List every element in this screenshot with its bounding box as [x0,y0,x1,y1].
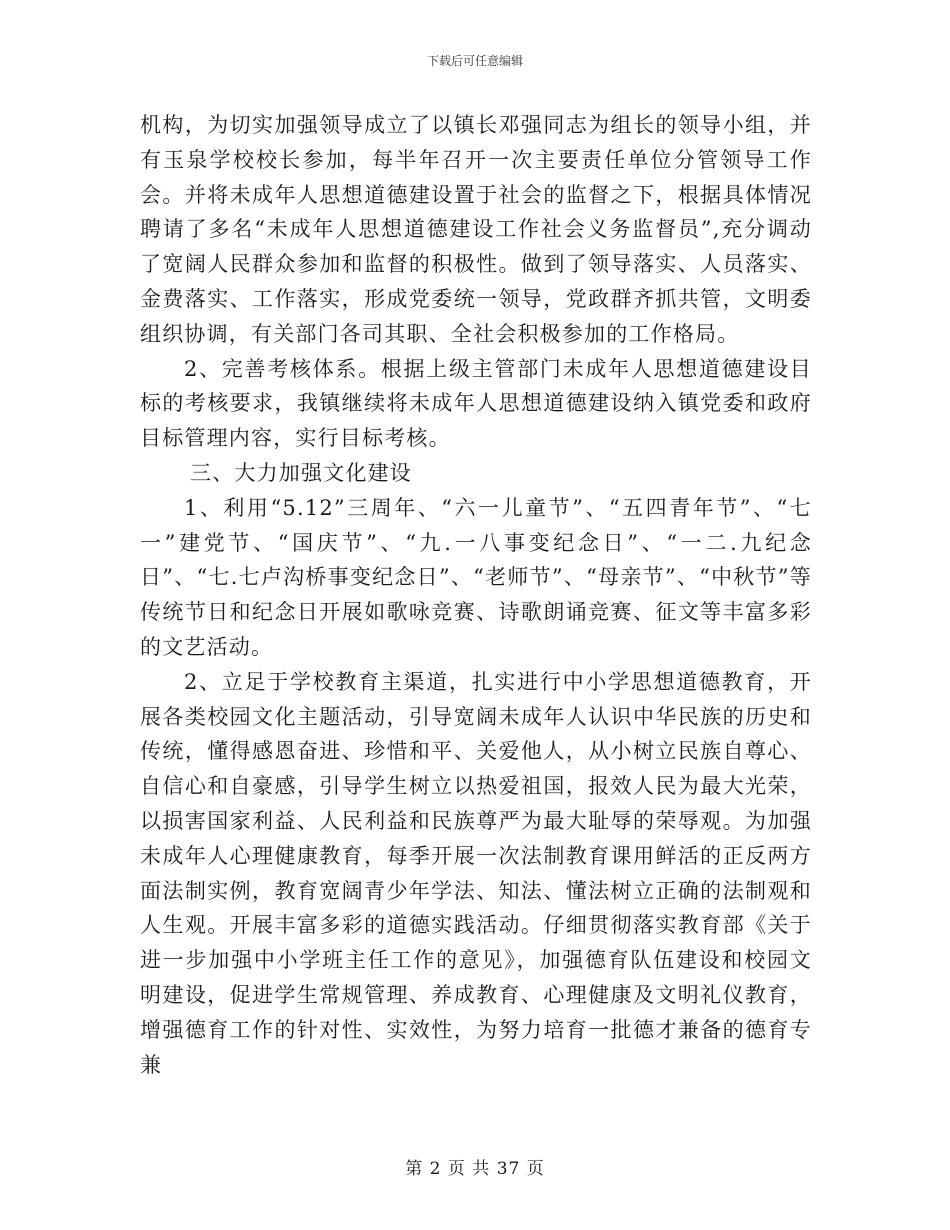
paragraph-leadership-organization: 机构，为切实加强领导成立了以镇长邓强同志为组长的领导小组，并有玉泉学校校长参加，每半年召开一次主要责任单位分管领导工作会。并将未成年人思想道德建设置于社会的监督之下，根据具体情况聘请了多名“未成年人思想道德建设工作社会义务监督员”,充分调动了宽阔人民群众参加和监督的积极性。做到了领导落实、人员落实、金费落实、工作落实，形成党委统一领导，党政群齐抓共管，文明委组织协调，有关部门各司其职、全社会积极参加的工作格局。 [140,113,812,346]
section-heading-culture: 三、大力加强文化建设 [190,460,412,485]
page-header: 下载后可任意编辑 [426,54,523,68]
page-number: 第 2 页 共 37 页 [405,1159,545,1179]
paragraph-school-education: 2、立足于学校教育主渠道，扎实进行中小学思想道德教育，开展各类校园文化主题活动，引导宽阔未成年人认识中华民族的历史和传统，懂得感恩奋进、珍惜和平、关爱他人，从小树立民族自尊心、自信心和自豪感，引导学生树立以热爱祖国，报效人民为最大光荣，以损害国家利益、人民利益和民族尊严为最大耻辱的荣辱观。为加强未成年人心理健康教育，每季开展一次法制教育课用鲜活的正反两方面法制实例，教育宽阔青少年学法、知法、懂法树立正确的法制观和人生观。开展丰富多彩的道德实践活动。仔细贯彻落实教育部《关于进一步加强中小学班主任工作的意见》，加强德育队伍建设和校园文明建设，促进学生常规管理、养成教育、心理健康及文明礼仪教育，增强德育工作的针对性、实效性，为努力培育一批德才兼备的德育专兼 [140,669,812,1077]
document-body [140,108,812,1082]
paragraph-festival-activities: 1、利用“5.12”三周年、“六一儿童节”、“五四青年节”、“七一”建党节、“国庆节”、“九.一八事变纪念日”、“一二.九纪念日”、“七.七卢沟桥事变纪念日”、“老师节”、“母亲节”、“中秋节”等传统节日和纪念日开展如歌咏竞赛、诗歌朗诵竞赛、征文等丰富多彩的文艺活动。 [140,495,812,659]
paragraph-assessment-system: 2、完善考核体系。根据上级主管部门未成年人思想道德建设目标的考核要求，我镇继续将未成年人思想道德建设纳入镇党委和政府目标管理内容，实行目标考核。 [140,356,812,451]
